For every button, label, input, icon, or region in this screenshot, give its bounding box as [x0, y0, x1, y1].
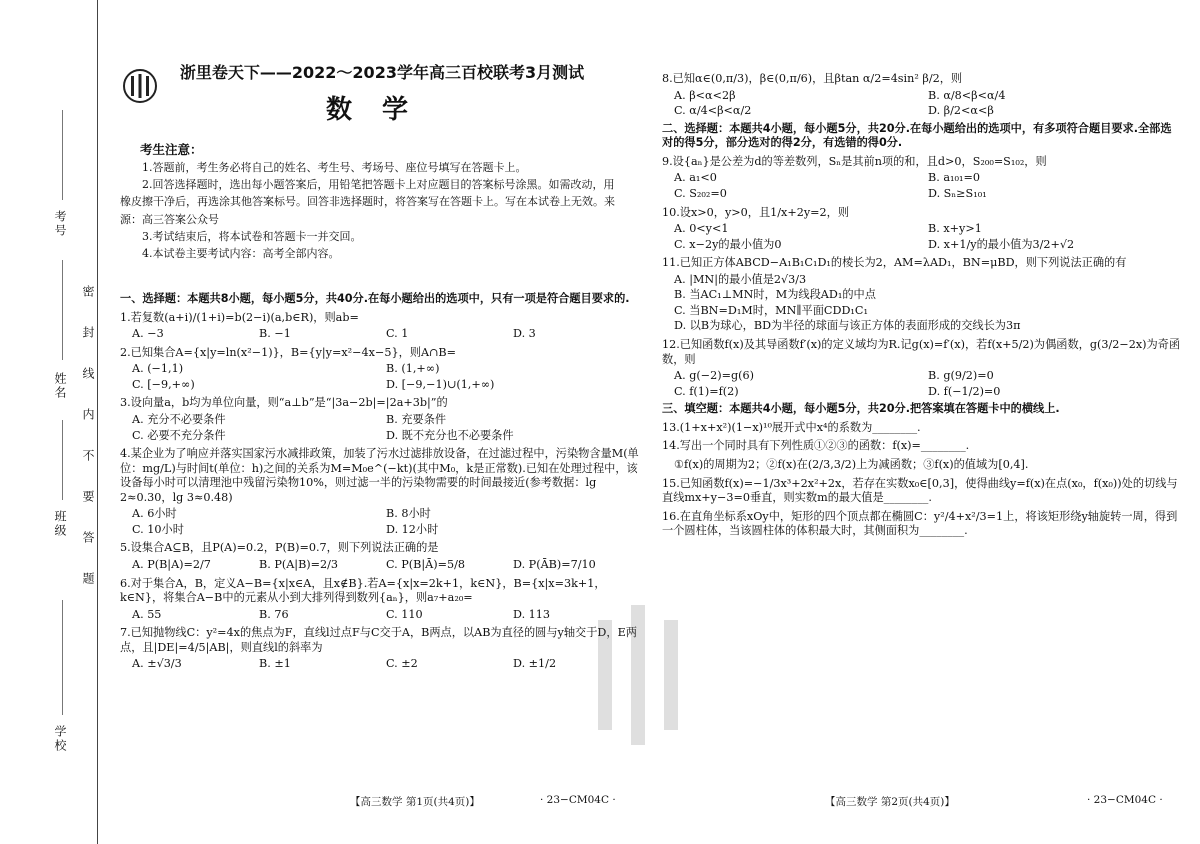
class-label: 班级: [53, 510, 67, 538]
option: A. 6小时: [132, 507, 177, 521]
option: C. 1: [386, 327, 409, 341]
option: A. 55: [132, 607, 162, 621]
option: A. a₁<0: [674, 171, 717, 185]
option: B. −1: [259, 327, 291, 341]
option: B. α/8<β<α/4: [928, 88, 1006, 102]
notice-item: 1.答题前，考生务必将自己的姓名、考生号、考场号、座位号填写在答题卡上。: [142, 161, 527, 175]
exam-title: 浙里卷天下——2022～2023学年高三百校联考3月测试: [179, 63, 585, 82]
option: A. β<α<2β: [674, 88, 736, 102]
options-1: [132, 327, 640, 342]
option: B. g(9/2)=0: [928, 369, 994, 383]
option: C. f(1)=f(2): [674, 384, 739, 398]
option: D. x+1/y的最小值为3/2+√2: [928, 237, 1075, 251]
option: C. 110: [386, 607, 423, 621]
option: A. −3: [132, 327, 164, 341]
option: B. 76: [259, 607, 289, 621]
option: A. 充分不必要条件: [132, 412, 226, 426]
question-11: 11.已知正方体ABCD−A₁B₁C₁D₁的棱长为2，AM=λAD₁，BN=μBD，则下列说法正确的有: [662, 256, 1127, 270]
option: D. ±1/2: [513, 657, 557, 671]
notice-title: 考生注意：: [140, 142, 203, 157]
option: A. ±√3/3: [132, 657, 182, 671]
options-12: [674, 369, 1182, 399]
footer-page-label: 【高三数学 第1页(共4页)】: [350, 796, 480, 808]
page-2: [662, 68, 1182, 541]
section-3-heading: 三、填空题：本题共4小题，每小题5分，共20分.把答案填在答题卡中的横线上.: [662, 402, 1060, 416]
option: D. β/2<α<β: [928, 104, 994, 118]
options-9: [674, 171, 1182, 201]
option: A. |MN|的最小值是2√3/3: [674, 272, 807, 286]
school-blank: [62, 600, 63, 715]
options-11: [674, 273, 1182, 334]
option: C. S₂₀₂=0: [674, 186, 727, 200]
option: A. (−1,1): [132, 362, 184, 376]
notice-item: 3.考试结束后，将本试卷和答题卡一并交回。: [142, 229, 362, 243]
question-7: 7.已知抛物线C：y²=4x的焦点为F，直线l过点F与C交于A，B两点，以AB为直径的圆与y轴交于D，E两点，且|DE|=4/5|AB|，则直线l的斜率为: [120, 626, 637, 654]
footer-page-2: [825, 794, 1185, 809]
question-10: 10.设x>0，y>0，且1/x+2y=2，则: [662, 205, 850, 219]
question-14-conditions: ①f(x)的周期为2；②f(x)在(2/3,3/2)上为减函数；③f(x)的值域为[0,4].: [674, 457, 1029, 471]
options-2: [132, 362, 640, 392]
option: D. 以B为球心，BD为半径的球面与该正方体的表面形成的交线长为3π: [674, 319, 1021, 333]
subject-title: 数学: [325, 95, 438, 125]
question-4: 4.某企业为了响应并落实国家污水减排政策，加装了污水过滤排放设备，在过滤过程中，污染物含量M(单位：mg/L)与时间t(单位：h)之间的关系为M=M₀e^(−kt)(其中M₀，k是正常数).已知在处理过程中，该设备每小时可以清理池中残留污染物10%，则过滤一半的污染物需要的时间最接近(参考数据：lg 2≈0.30，lg 3≈0.48): [120, 447, 639, 504]
exam-no-label: 考号: [53, 210, 67, 238]
option: B. 充要条件: [386, 412, 447, 426]
question-6: 6.对于集合A，B，定义A−B={x|x∈A，且x∉B}.若A={x|x=2k+1，k∈N}，B={x|x=3k+1，k∈N}，将集合A−B中的元素从小到大排列得到数列{aₙ}，则a₇+a₂₀=: [120, 576, 606, 605]
option: B. (1,+∞): [386, 362, 440, 376]
option: B. P(A|B)=2/3: [259, 558, 339, 571]
option: B. a₁₀₁=0: [928, 171, 980, 185]
notice-item: 2.回答选择题时，选出每小题答案后，用铅笔把答题卡上对应题目的答案标号涂黑。如需改动，用橡皮擦干净后，再选涂其他答案标号。回答非选择题时，将答案写在答题卡上。写在本试卷上无效。来源：高三答案公众号: [120, 178, 615, 226]
options-7: [132, 657, 640, 672]
option: D. 3: [513, 327, 536, 341]
question-9: 9.设{aₙ}是公差为d的等差数列，Sₙ是其前n项的和，且d>0，S₂₀₀=S₁₀₂，则: [662, 154, 1047, 168]
option: D. f(−1/2)=0: [928, 384, 1001, 398]
option: C. P(B|Ā)=5/8: [386, 558, 465, 571]
question-5: 5.设集合A⊆B，且P(A)=0.2，P(B)=0.7，则下列说法正确的是: [120, 541, 439, 555]
question-15: 15.已知函数f(x)=−1/3x³+2x²+2x，若存在实数x₀∈[0,3]，使得曲线y=f(x)在点(x₀，f(x₀))处的切线与直线mx+y−3=0垂直，则实数m的最大值是________.: [662, 476, 1178, 505]
footer-code: · 23−CM04C ·: [1087, 794, 1163, 806]
question-13: 13.(1+x+x²)(1−x)¹⁰展开式中x⁴的系数为________.: [662, 420, 921, 434]
option: B. ±1: [259, 657, 291, 671]
notice-block: [120, 140, 625, 262]
option: A. P(B|A)=2/7: [132, 558, 211, 571]
section-2-heading: 二、选择题：本题共4小题，每小题5分，共20分.在每小题给出的选项中，有多项符合题目要求.全部选对的得5分，部分选对的得2分，有选错的得0分.: [662, 121, 1172, 150]
notice-item: 4.本试卷主要考试内容：高考全部内容。: [142, 246, 340, 260]
option: C. 必要不充分条件: [132, 428, 226, 442]
option: D. P(ĀB)=7/10: [513, 558, 596, 571]
option: D. Sₙ≥S₁₀₁: [928, 186, 987, 200]
option: C. x−2y的最小值为0: [674, 237, 782, 251]
question-12: 12.已知函数f(x)及其导函数f′(x)的定义域均为R.记g(x)=f′(x)，若f(x+5/2)为偶函数，g(3/2−2x)为奇函数，则: [662, 338, 1181, 366]
option: D. 12小时: [386, 522, 439, 536]
option: B. 当AC₁⊥MN时，M为线段AD₁的中点: [674, 288, 876, 302]
option: C. 当BN=D₁M时，MN∥平面CDD₁C₁: [674, 303, 868, 317]
option: C. α/4<β<α/2: [674, 104, 752, 118]
section-1-heading: 一、选择题：本题共8小题，每小题5分，共40分.在每小题给出的选项中，只有一项是符合题目要求的.: [120, 292, 630, 305]
footer-code: · 23−CM04C ·: [540, 794, 616, 806]
page-1: [120, 290, 640, 675]
footer-page-label: 【高三数学 第2页(共4页)】: [825, 796, 955, 808]
options-4: [132, 507, 640, 537]
option: C. 10小时: [132, 522, 184, 536]
seal-line-text: 密封线内不要答题: [81, 285, 95, 613]
name-blank: [62, 260, 63, 360]
watermark-logo-icon: [588, 600, 688, 750]
question-14: 14.写出一个同时具有下列性质①②③的函数：f(x)=________.: [662, 439, 970, 453]
school-label: 学校: [53, 725, 67, 753]
question-16: 16.在直角坐标系xOy中，矩形的四个顶点都在椭圆C：y²/4+x²/3=1上，将该矩形绕y轴旋转一周，得到一个圆柱体，当该圆柱体的体积最大时，其侧面积为________.: [662, 509, 1178, 538]
option: A. 0<y<1: [674, 222, 729, 236]
options-5: [132, 558, 640, 573]
name-label: 姓名: [53, 372, 67, 400]
option: A. g(−2)=g(6): [674, 369, 754, 383]
option: D. 113: [513, 607, 551, 621]
option: D. 既不充分也不必要条件: [386, 428, 514, 442]
binding-strip: [0, 0, 100, 844]
options-8: [674, 89, 1182, 119]
binding-divider: [97, 0, 98, 844]
question-3: 3.设向量a，b均为单位向量，则“a⊥b”是“|3a−2b|=|2a+3b|”的: [120, 396, 448, 410]
exam-no-blank: [62, 110, 63, 200]
question-1: 1.若复数(a+i)/(1+i)=b(2−i)(a,b∈R)，则ab=: [120, 310, 359, 324]
option: B. 8小时: [386, 507, 431, 521]
exam-header: [172, 60, 592, 126]
options-6: [132, 608, 640, 623]
option: C. [−9,+∞): [132, 377, 195, 391]
options-10: [674, 222, 1182, 252]
publisher-logo-icon: [122, 68, 158, 104]
footer-page-1: [350, 794, 630, 809]
class-blank: [62, 420, 63, 500]
question-8: 8.已知α∈(0,π/3)，β∈(0,π/6)，且βtan α/2=4sin² β/2，则: [662, 72, 963, 85]
options-3: [132, 413, 640, 443]
option: D. [−9,−1)∪(1,+∞): [386, 377, 495, 391]
option: C. ±2: [386, 657, 418, 671]
option: B. x+y>1: [928, 222, 982, 236]
question-2: 2.已知集合A={x|y=ln(x²−1)}，B={y|y=x²−4x−5}，则A∩B=: [120, 345, 456, 359]
